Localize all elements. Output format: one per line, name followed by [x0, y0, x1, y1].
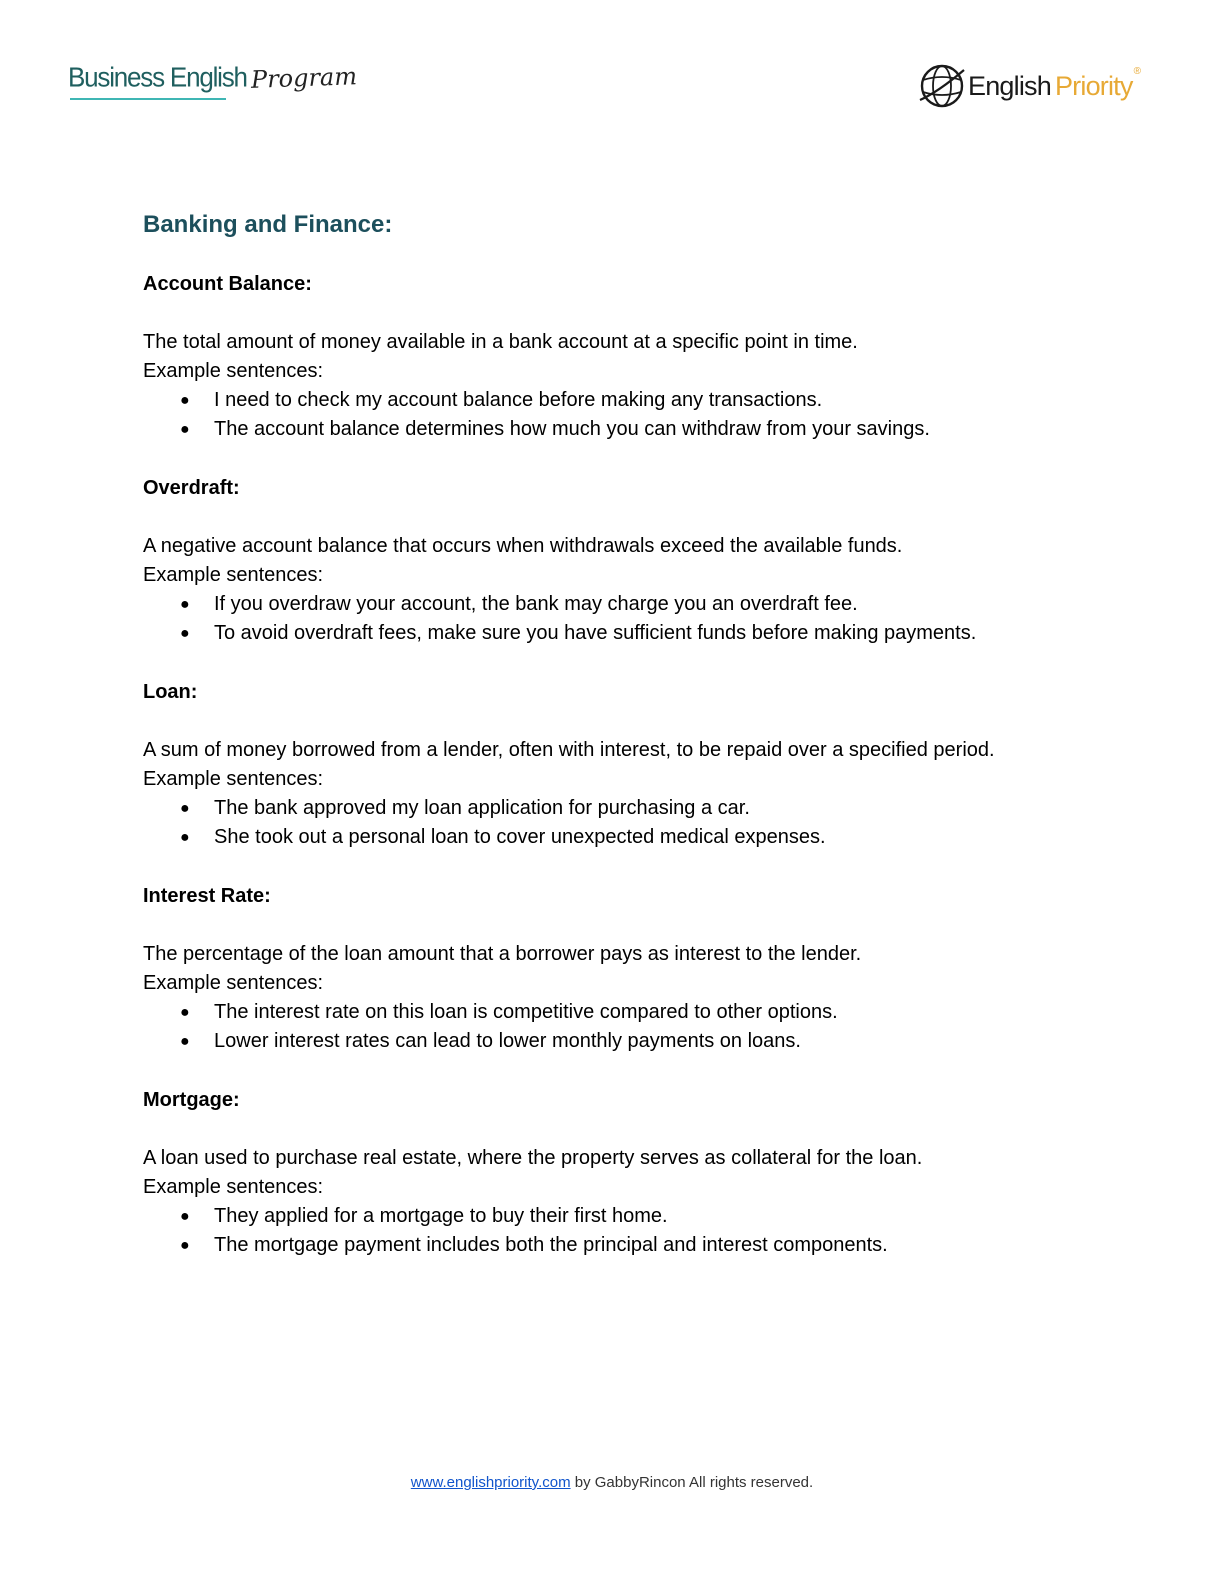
- term-section: [143, 678, 1083, 852]
- logo-primary-text: Business English: [68, 60, 247, 94]
- bullet-icon: ●: [180, 800, 190, 817]
- bullet-icon: ●: [180, 421, 190, 438]
- example-text: The mortgage payment includes both the principal and interest components.: [214, 1234, 888, 1256]
- page-footer: [0, 1474, 1224, 1491]
- example-text: The account balance determines how much you can withdraw from your savings.: [214, 418, 930, 440]
- registered-mark: ®: [1133, 66, 1141, 77]
- example-item: [143, 619, 1083, 648]
- example-text: The interest rate on this loan is competitive compared to other options.: [214, 1001, 838, 1023]
- example-item: [143, 1202, 1083, 1231]
- term-heading: Mortgage:: [143, 1089, 240, 1111]
- example-item: [143, 590, 1083, 619]
- bullet-icon: ●: [180, 1004, 190, 1021]
- business-english-program-logo: [68, 62, 357, 112]
- term-definition: A negative account balance that occurs when withdrawals exceed the available funds.: [143, 535, 903, 557]
- logo-underline: [70, 98, 226, 100]
- website-link[interactable]: www.englishpriority.com: [410, 1474, 571, 1491]
- example-text: She took out a personal loan to cover unexpected medical expenses.: [214, 826, 826, 848]
- page-title: Banking and Finance:: [143, 211, 393, 238]
- term-heading: Overdraft:: [143, 477, 240, 499]
- example-list: [143, 794, 1083, 852]
- document-body: [143, 210, 1083, 1260]
- example-item: [143, 794, 1083, 823]
- bullet-icon: ●: [180, 829, 190, 846]
- copyright-text: by GabbyRincon All rights reserved.: [570, 1474, 814, 1491]
- example-text: To avoid overdraft fees, make sure you have sufficient funds before making payments.: [214, 622, 977, 644]
- example-text: If you overdraw your account, the bank may charge you an overdraft fee.: [214, 593, 858, 615]
- example-text: I need to check my account balance before making any transactions.: [214, 389, 823, 411]
- term-section: [143, 270, 1083, 444]
- globe-icon: [918, 62, 966, 110]
- example-label: Example sentences:: [143, 768, 324, 790]
- logo-priority-text: Priority: [1054, 70, 1133, 101]
- example-item: [143, 823, 1083, 852]
- example-item: [143, 998, 1083, 1027]
- example-label: Example sentences:: [143, 564, 324, 586]
- term-heading: Account Balance:: [143, 273, 312, 295]
- example-list: [143, 998, 1083, 1056]
- example-text: The bank approved my loan application for purchasing a car.: [214, 797, 750, 819]
- bullet-icon: ●: [180, 596, 190, 613]
- term-heading: Interest Rate:: [143, 885, 271, 907]
- term-definition: A loan used to purchase real estate, where the property serves as collateral for the loan.: [143, 1147, 923, 1169]
- bullet-icon: ●: [180, 1208, 190, 1225]
- term-definition: The total amount of money available in a bank account at a specific point in time.: [143, 331, 858, 353]
- example-item: [143, 1231, 1083, 1260]
- example-label: Example sentences:: [143, 972, 324, 994]
- example-text: Lower interest rates can lead to lower monthly payments on loans.: [214, 1030, 801, 1052]
- term-section: [143, 474, 1083, 648]
- example-text: They applied for a mortgage to buy their first home.: [214, 1205, 668, 1227]
- bullet-icon: ●: [180, 392, 190, 409]
- example-item: [143, 386, 1083, 415]
- bullet-icon: ●: [180, 1033, 190, 1050]
- example-label: Example sentences:: [143, 1176, 324, 1198]
- term-definition: The percentage of the loan amount that a borrower pays as interest to the lender.: [143, 943, 862, 965]
- term-section: [143, 882, 1083, 1056]
- example-item: [143, 415, 1083, 444]
- logo-english-text: English: [968, 70, 1051, 101]
- example-list: [143, 590, 1083, 648]
- term-definition: A sum of money borrowed from a lender, often with interest, to be repaid over a specified period.: [143, 739, 995, 761]
- english-priority-logo: [918, 60, 1141, 112]
- logo-secondary-text: Program: [250, 62, 358, 94]
- bullet-icon: ●: [180, 625, 190, 642]
- bullet-icon: ●: [180, 1237, 190, 1254]
- example-list: [143, 1202, 1083, 1260]
- example-label: Example sentences:: [143, 360, 324, 382]
- page-header: [0, 0, 1224, 130]
- term-section: [143, 1086, 1083, 1260]
- example-item: [143, 1027, 1083, 1056]
- example-list: [143, 386, 1083, 444]
- term-heading: Loan:: [143, 681, 198, 703]
